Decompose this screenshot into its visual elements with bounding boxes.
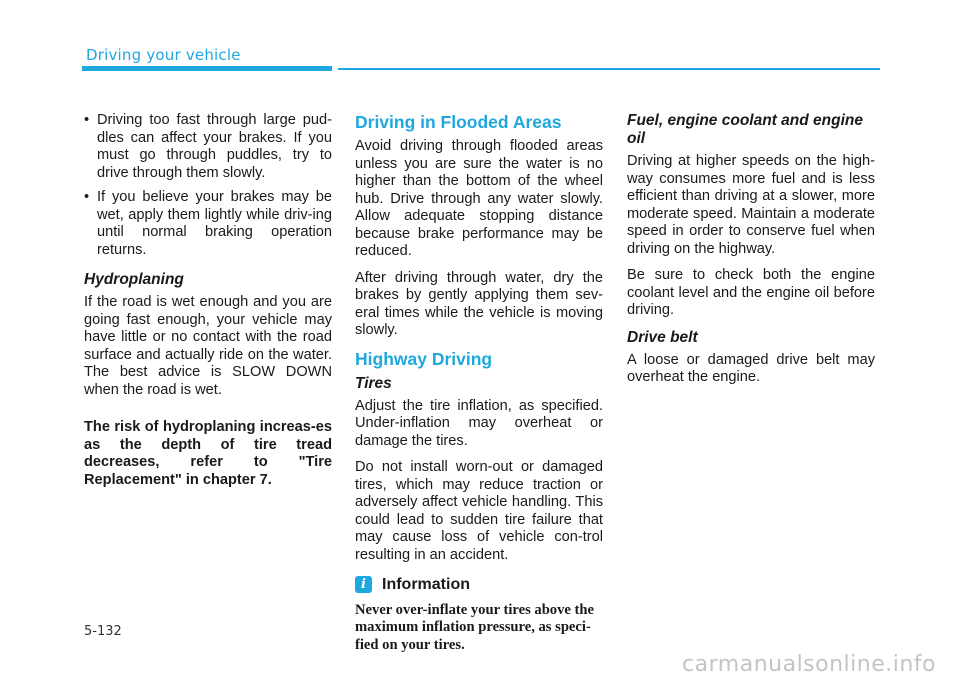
column-middle xyxy=(355,112,603,663)
highway-driving-heading: Highway Driving xyxy=(355,348,493,369)
header-rule-thick xyxy=(82,66,332,71)
flooded-paragraph-1: Avoid driving through flooded areas unless you are sure the water is no higher than the bottom of the wheel hub. Drive through any water slowly. Allow adequate stopping distance because brake performance may be reduced. xyxy=(355,138,603,259)
hydroplaning-note: The risk of hydroplaning increas-es as the depth of tire tread decreases, refer to "Tire Replacement" in chapter 7. xyxy=(84,419,332,488)
drive-belt-heading: Drive belt xyxy=(627,328,698,346)
drive-belt-paragraph: A loose or damaged drive belt may overheat the engine. xyxy=(627,351,875,385)
fuel-coolant-oil-heading: Fuel, engine coolant and engine oil xyxy=(627,112,863,147)
information-header xyxy=(355,576,603,594)
list-item xyxy=(84,112,332,182)
hydroplaning-paragraph: If the road is wet enough and you are going fast enough, your vehicle may have little or no contact with the road surface and actually ride on the water. The best advice is SLOW DOWN when the road is wet. xyxy=(84,294,332,398)
bullet-icon: • xyxy=(84,112,90,128)
hydroplaning-heading: Hydroplaning xyxy=(84,271,184,288)
bullet-list xyxy=(84,112,332,259)
list-item-text: Driving too fast through large pud-dles can affect your brakes. If you must go through puddles, try to drive through them slowly. xyxy=(97,112,332,181)
flooded-paragraph-2: After driving through water, dry the brakes by gently applying them sev-eral times while the vehicle is moving slowly. xyxy=(355,269,603,338)
information-label: Information xyxy=(382,576,470,593)
header-rule-thin xyxy=(338,68,880,70)
fuel-paragraph-2: Be sure to check both the engine coolant level and the engine oil before driving. xyxy=(627,267,875,318)
tires-heading: Tires xyxy=(355,374,392,392)
column-right xyxy=(627,112,875,396)
list-item xyxy=(84,189,332,259)
info-icon: i xyxy=(355,576,372,593)
bullet-icon: • xyxy=(84,189,90,205)
watermark: carmanualsonline.info xyxy=(682,652,936,677)
information-text: Never over-inflate your tires above the maximum inflation pressure, as speci-fied on your tires. xyxy=(355,601,594,653)
flooded-areas-heading: Driving in Flooded Areas xyxy=(355,112,562,132)
tires-paragraph-2: Do not install worn-out or damaged tires, which may reduce traction or adversely affect vehicle handling. This could lead to sudden tire failure that may cause loss of vehicle con-trol resulting in an accident. xyxy=(355,459,603,563)
column-left xyxy=(84,112,332,498)
list-item-text: If you believe your brakes may be wet, apply them lightly while driv-ing until normal braking operation returns. xyxy=(97,189,332,258)
fuel-paragraph-1: Driving at higher speeds on the high-way consumes more fuel and is less efficient than driving at a slower, more moderate speed. Maintain a moderate speed in order to conserve fuel when driving on the highway. xyxy=(627,153,875,257)
page-number: 5-132 xyxy=(84,624,122,639)
tires-paragraph-1: Adjust the tire inflation, as specified. Under-inflation may overheat or damage the tires. xyxy=(355,397,603,449)
section-title: Driving your vehicle xyxy=(86,46,241,64)
